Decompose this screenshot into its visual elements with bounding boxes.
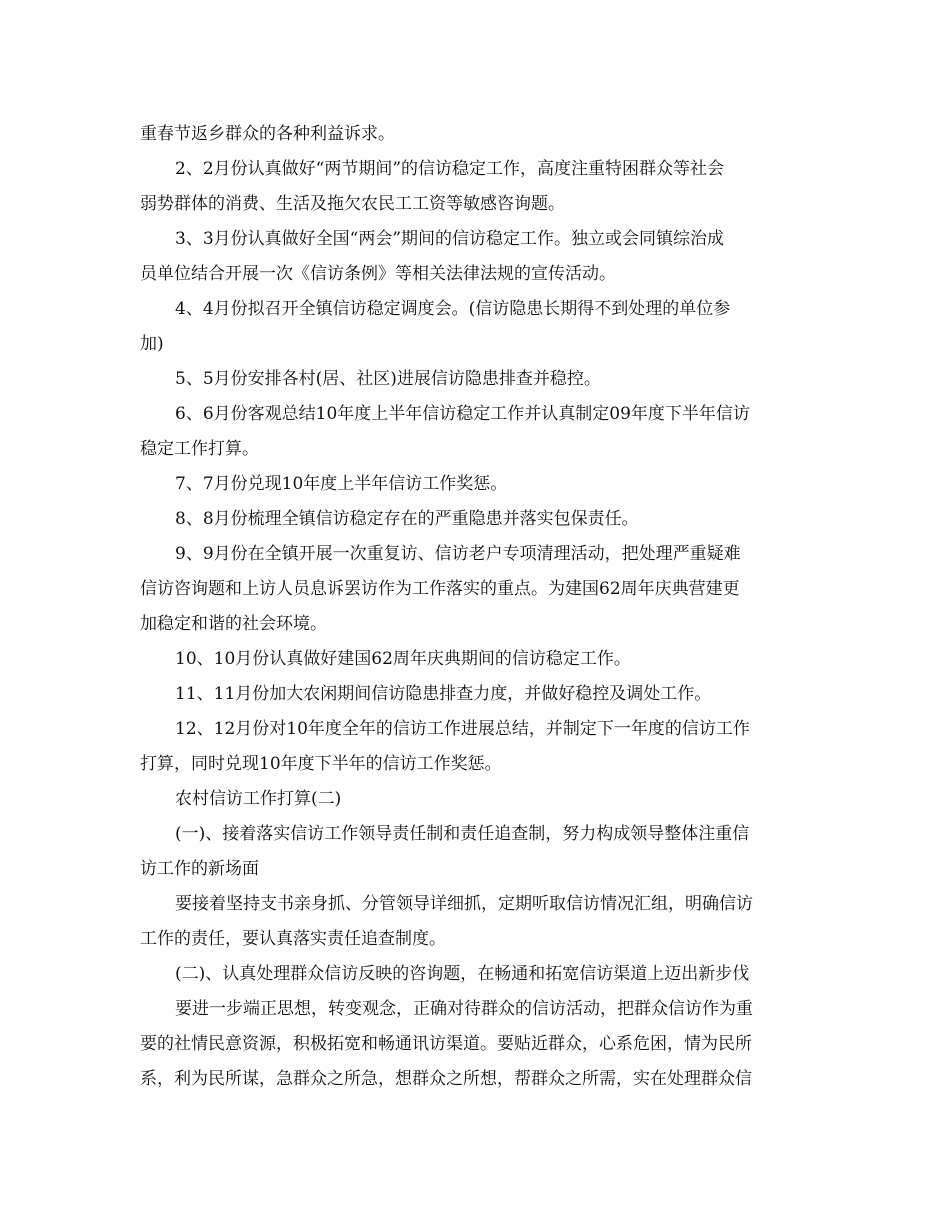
paragraph-start: 2、2月份认真做好“两节期间”的信访稳定工作，高度注重特困群众等社会 <box>175 159 725 179</box>
section-heading: 农村信访工作打算(二) <box>175 789 342 809</box>
paragraph-start: 8、8月份梳理全镇信访稳定存在的严重隐患并落实包保责任。 <box>175 509 639 529</box>
text-line: 打算，同时兑现10年度下半年的信访工作奖惩。 <box>140 754 502 774</box>
paragraph-start: 要接着坚持支书亲身抓、分管领导详细抓，定期听取信访情况汇组，明确信访 <box>175 894 753 914</box>
paragraph-start: 11、11月份加大农闲期间信访隐患排查力度，并做好稳控及调处工作。 <box>175 684 712 704</box>
paragraph-start: 9、9月份在全镇开展一次重复访、信访老户专项清理活动，把处理严重疑难 <box>175 544 741 564</box>
text-line: 加稳定和谐的社会环境。 <box>140 614 327 634</box>
paragraph-start: 5、5月份安排各村(居、社区)进展信访隐患排查并稳控。 <box>175 369 601 389</box>
paragraph-start: 7、7月份兑现10年度上半年信访工作奖惩。 <box>175 474 508 494</box>
text-line: 弱势群体的消费、生活及拖欠农民工工资等敏感咨询题。 <box>140 194 565 214</box>
text-line: 系，利为民所谋，急群众之所急，想群众之所想，帮群众之所需，实在处理群众信 <box>140 1069 752 1089</box>
text-line: 信访咨询题和上访人员息诉罢访作为工作落实的重点。为建国62周年庆典营建更 <box>140 579 740 599</box>
paragraph-start: 10、10月份认真做好建国62周年庆典期间的信访稳定工作。 <box>175 649 631 669</box>
paragraph-start: 3、3月份认真做好全国“两会”期间的信访稳定工作。独立或会同镇综治成 <box>175 229 725 249</box>
text-line: 要的社情民意资源，积极拓宽和畅通讯访渠道。要贴近群众，心系危困，情为民所 <box>140 1034 752 1054</box>
text-line: 稳定工作打算。 <box>140 439 259 459</box>
text-line: 员单位结合开展一次《信访条例》等相关法律法规的宣传活动。 <box>140 264 616 284</box>
paragraph-start: (一)、接着落实信访工作领导责任制和责任追查制，努力构成领导整体注重信 <box>175 824 750 844</box>
paragraph-start: 12、12月份对10年度全年的信访工作进展总结，并制定下一年度的信访工作 <box>175 719 750 739</box>
paragraph-start: 要进一步端正思想，转变观念，正确对待群众的信访活动，把群众信访作为重 <box>175 999 753 1019</box>
paragraph-start: 4、4月份拟召开全镇信访稳定调度会。(信访隐患长期得不到处理的单位参 <box>175 299 731 319</box>
paragraph-start: (二)、认真处理群众信访反映的咨询题，在畅通和拓宽信访渠道上迈出新步伐 <box>175 964 750 984</box>
text-line: 加) <box>140 334 164 354</box>
text-line: 访工作的新场面 <box>140 859 259 879</box>
paragraph-start: 6、6月份客观总结10年度上半年信访稳定工作并认真制定09年度下半年信访 <box>175 404 750 424</box>
text-line: 重春节返乡群众的各种利益诉求。 <box>140 124 395 144</box>
text-line: 工作的责任，要认真落实责任追查制度。 <box>140 929 446 949</box>
